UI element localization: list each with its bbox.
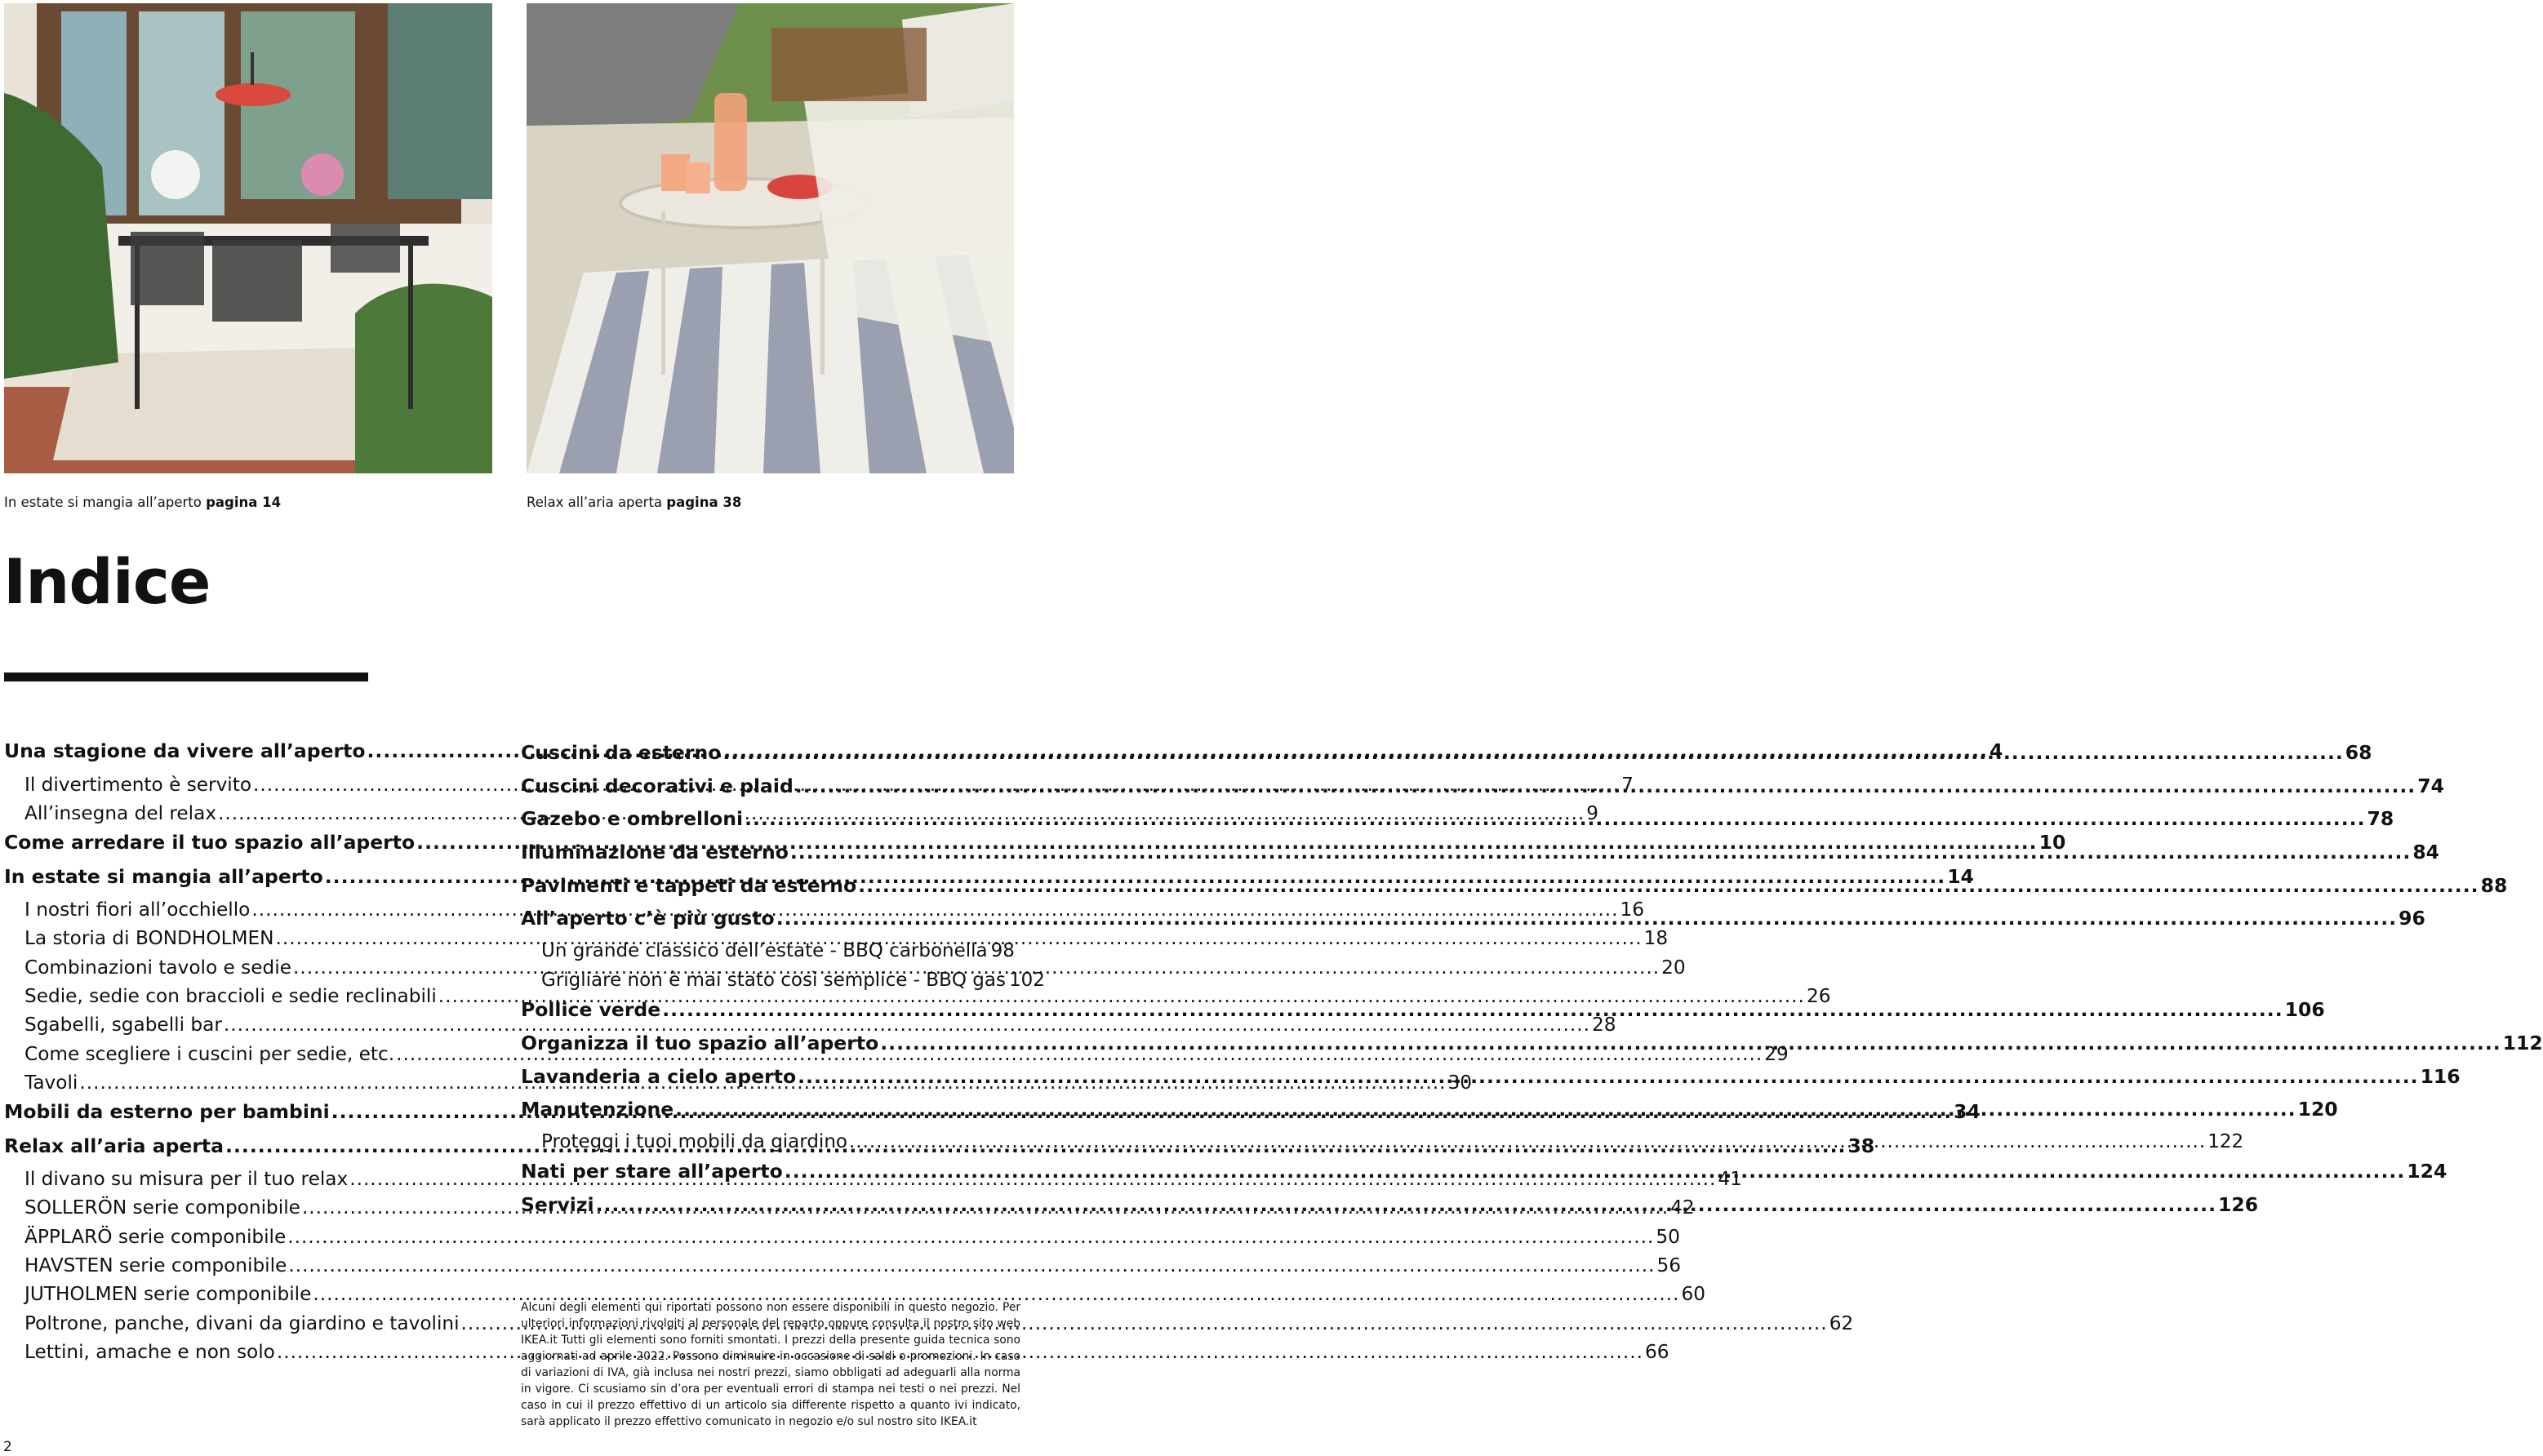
toc-entry-page: 84 <box>2412 841 2440 864</box>
toc-entry-page: 16 <box>1620 899 1645 921</box>
toc-entry-page: 112 <box>2502 1031 2543 1054</box>
toc-entry-label: SOLLERÖN serie componibile <box>24 1196 300 1219</box>
toc-entry-label: Sgabelli, sgabelli bar <box>24 1014 222 1037</box>
toc-entry-page: 56 <box>1656 1254 1681 1277</box>
caption-right-text: Relax all’aria aperta <box>527 495 663 510</box>
toc-dot-leader <box>795 775 2416 797</box>
toc-entry-label: I nostri fiori all’occhiello <box>24 899 251 921</box>
toc-entry-label: Lavanderia a cielo aperto <box>521 1064 797 1088</box>
toc-entry-label: La storia di BONDHOLMEN <box>24 927 274 950</box>
toc-entry-label: Pavimenti e tappeti da esterno <box>521 873 857 897</box>
toc-entry-page: 41 <box>1718 1168 1742 1191</box>
toc-entry-page: 116 <box>2420 1064 2461 1088</box>
toc-entry-page: 106 <box>2284 998 2325 1022</box>
toc-entry-label: Proteggi i tuoi mobili da giardino <box>541 1130 847 1152</box>
toc-entry-label: Relax all’aria aperta <box>4 1134 225 1157</box>
toc-entry-page: 122 <box>2207 1130 2244 1152</box>
toc-entry-page: 9 <box>1586 801 1598 824</box>
toc-entry-page: 62 <box>1829 1312 1854 1334</box>
toc-entry-page: 28 <box>1592 1014 1616 1037</box>
toc-entry-label: HAVSTEN serie componibile <box>24 1254 287 1277</box>
toc-entry-page: 124 <box>2407 1160 2447 1183</box>
caption-right <box>527 495 741 510</box>
toc-entry-page: 14 <box>1947 864 1974 888</box>
toc-entry-label: Una stagione da vivere all’aperto <box>4 739 366 762</box>
toc-entry-page: 18 <box>1643 927 1669 950</box>
toc-entry[interactable] <box>521 807 2394 841</box>
toc-entry[interactable] <box>4 1225 1680 1254</box>
toc-dot-leader <box>776 907 2397 930</box>
title-rule <box>4 673 368 681</box>
toc-entry-label: Come scegliere i cuscini per sedie, etc. <box>24 1042 395 1065</box>
page-title: Indice <box>3 545 211 618</box>
toc-entry-label: All’insegna del relax <box>24 801 217 824</box>
toc-entry-label: Lettini, amache e non solo <box>24 1340 275 1363</box>
caption-left-text: In estate si mangia all’aperto <box>4 495 202 510</box>
toc-dot-leader <box>675 1098 2296 1124</box>
toc-dot-leader <box>798 1065 2418 1088</box>
toc-entry[interactable] <box>521 969 1045 999</box>
toc-entry-page: 38 <box>1847 1134 1875 1157</box>
toc-entry-label: Pollice verde <box>521 998 661 1022</box>
toc-dot-leader <box>785 1160 2405 1183</box>
toc-entry-label: Organizza il tuo spazio all’aperto <box>521 1031 879 1054</box>
photo-garden-relax <box>527 3 1014 473</box>
toc-entry-page: 29 <box>1764 1042 1789 1065</box>
toc-entry-page: 50 <box>1656 1225 1680 1248</box>
toc-entry-page: 30 <box>1447 1071 1472 1094</box>
toc-entry-label: Poltrone, panche, divani da giardino e tavolini <box>24 1312 460 1334</box>
toc-entry-label: Grigliare non è mai stato così semplice - BBQ gas <box>541 969 1006 991</box>
caption-left <box>4 495 281 510</box>
toc-entry-page: 88 <box>2480 873 2508 897</box>
toc-entry-label: Cuscini decorativi e plaid <box>521 774 794 797</box>
toc-entry-label: Mobili da esterno per bambini <box>4 1100 330 1124</box>
toc-entry[interactable] <box>521 940 1015 970</box>
toc-entry-label: Sedie, sedie con braccioli e sedie reclinabili <box>24 984 437 1007</box>
toc-entry-label: Servizi <box>521 1193 594 1217</box>
toc-dot-leader <box>596 1193 2216 1216</box>
toc-dot-leader <box>745 807 2365 830</box>
toc-entry-label: Illuminazione da esterno <box>521 841 789 864</box>
toc-entry-label: Combinazioni tavolo e sedie <box>24 956 291 979</box>
toc-entry[interactable] <box>4 1283 1706 1312</box>
toc-dot-leader <box>858 874 2479 897</box>
toc-dot-leader <box>790 841 2411 863</box>
toc-entry-page: 7 <box>1621 773 1634 796</box>
toc-entry-label: Manutenzione <box>521 1098 674 1121</box>
toc-entry-page: 126 <box>2218 1193 2259 1217</box>
disclaimer: Alcuni degli elementi qui riportati possono non essere disponibili in questo negozio. Per ulteriori informazioni rivolgiti al personale del reparto oppure consulta il nostro sito web IKEA.it Tutti gli elementi sono forniti smontati. I prezzi della presente guida tecnica sono aggiornati ad aprile 2022. Possono diminuire in occasione di saldi o promozioni. In caso di variazioni di IVA, già inclusa nei nostri prezzi, siamo obbligati ad adeguarli alla norma in vigore. Ci scusiamo sin d’ora per eventuali errori di stampa nei testi o nei prezzi. Nel caso in cui il prezzo effettivo di un articolo sia differente rispetto a quanto ivi indicato, sarà applicato il prezzo effettivo comunicato in negozio e/o sul nostro sito IKEA.it <box>521 1301 1020 1428</box>
photo-balcony-dining <box>4 3 492 473</box>
toc-entry-page: 96 <box>2399 907 2425 930</box>
caption-left-page: pagina 14 <box>206 495 282 510</box>
toc-entry-page: 120 <box>2297 1098 2338 1121</box>
toc-entry-label: Il divertimento è servito <box>24 773 252 796</box>
toc-entry-page: 66 <box>1645 1340 1669 1363</box>
toc-entry-page: 74 <box>2417 774 2444 797</box>
toc-entry[interactable] <box>4 1014 1616 1042</box>
toc-entry-label: Nati per stare all’aperto <box>521 1160 783 1183</box>
toc-entry-label: Gazebo e ombrelloni <box>521 807 744 831</box>
toc-entry-page: 78 <box>2367 807 2394 831</box>
toc-entry-label: All’aperto c’è più gusto <box>521 907 775 930</box>
toc-entry-page: 10 <box>2038 831 2066 855</box>
page-number: 2 <box>3 1439 12 1455</box>
toc-entry[interactable] <box>521 741 2372 775</box>
toc-entry-label: Tavoli <box>24 1071 78 1094</box>
toc-entry-page: 34 <box>1954 1100 1981 1124</box>
toc-entry-page: 60 <box>1681 1283 1706 1306</box>
caption-right-page: pagina 38 <box>666 495 742 510</box>
toc-entry-label: Cuscini da esterno <box>521 741 722 764</box>
toc-entry-label: Come arredare il tuo spazio all’aperto <box>4 831 416 855</box>
toc-entry-label: ÄPPLARÖ serie componibile <box>24 1225 287 1248</box>
toc-dot-leader <box>880 1032 2501 1054</box>
toc-entry-page: 68 <box>2345 741 2372 764</box>
toc-entry-page: 42 <box>1670 1196 1695 1219</box>
toc-dot-leader <box>722 741 2343 764</box>
toc-entry[interactable] <box>4 1312 1854 1341</box>
toc-entry-page: 26 <box>1806 984 1831 1007</box>
toc-dot-leader <box>287 1226 1654 1248</box>
toc-entry-label: Un grande classico dell’estate - BBQ carbonella <box>541 940 988 962</box>
toc-entry-label: Il divano su misura per il tuo relax <box>24 1168 349 1191</box>
toc-entry-page: 4 <box>1989 739 2003 762</box>
toc-entry[interactable] <box>4 1340 1669 1369</box>
toc-entry[interactable] <box>4 1254 1681 1283</box>
toc-dot-leader <box>662 998 2283 1021</box>
toc-dot-leader <box>849 1131 2206 1152</box>
toc-dot-leader <box>288 1254 1655 1276</box>
toc-entry-label: JUTHOLMEN serie componibile <box>24 1283 312 1306</box>
toc-entry-page: 20 <box>1661 956 1686 979</box>
toc-entry-page: 102 <box>1008 969 1045 991</box>
toc-entry-label: In estate si mangia all’aperto <box>4 864 323 888</box>
toc-entry-page: 98 <box>990 940 1015 962</box>
toc-entry[interactable] <box>521 774 2444 808</box>
